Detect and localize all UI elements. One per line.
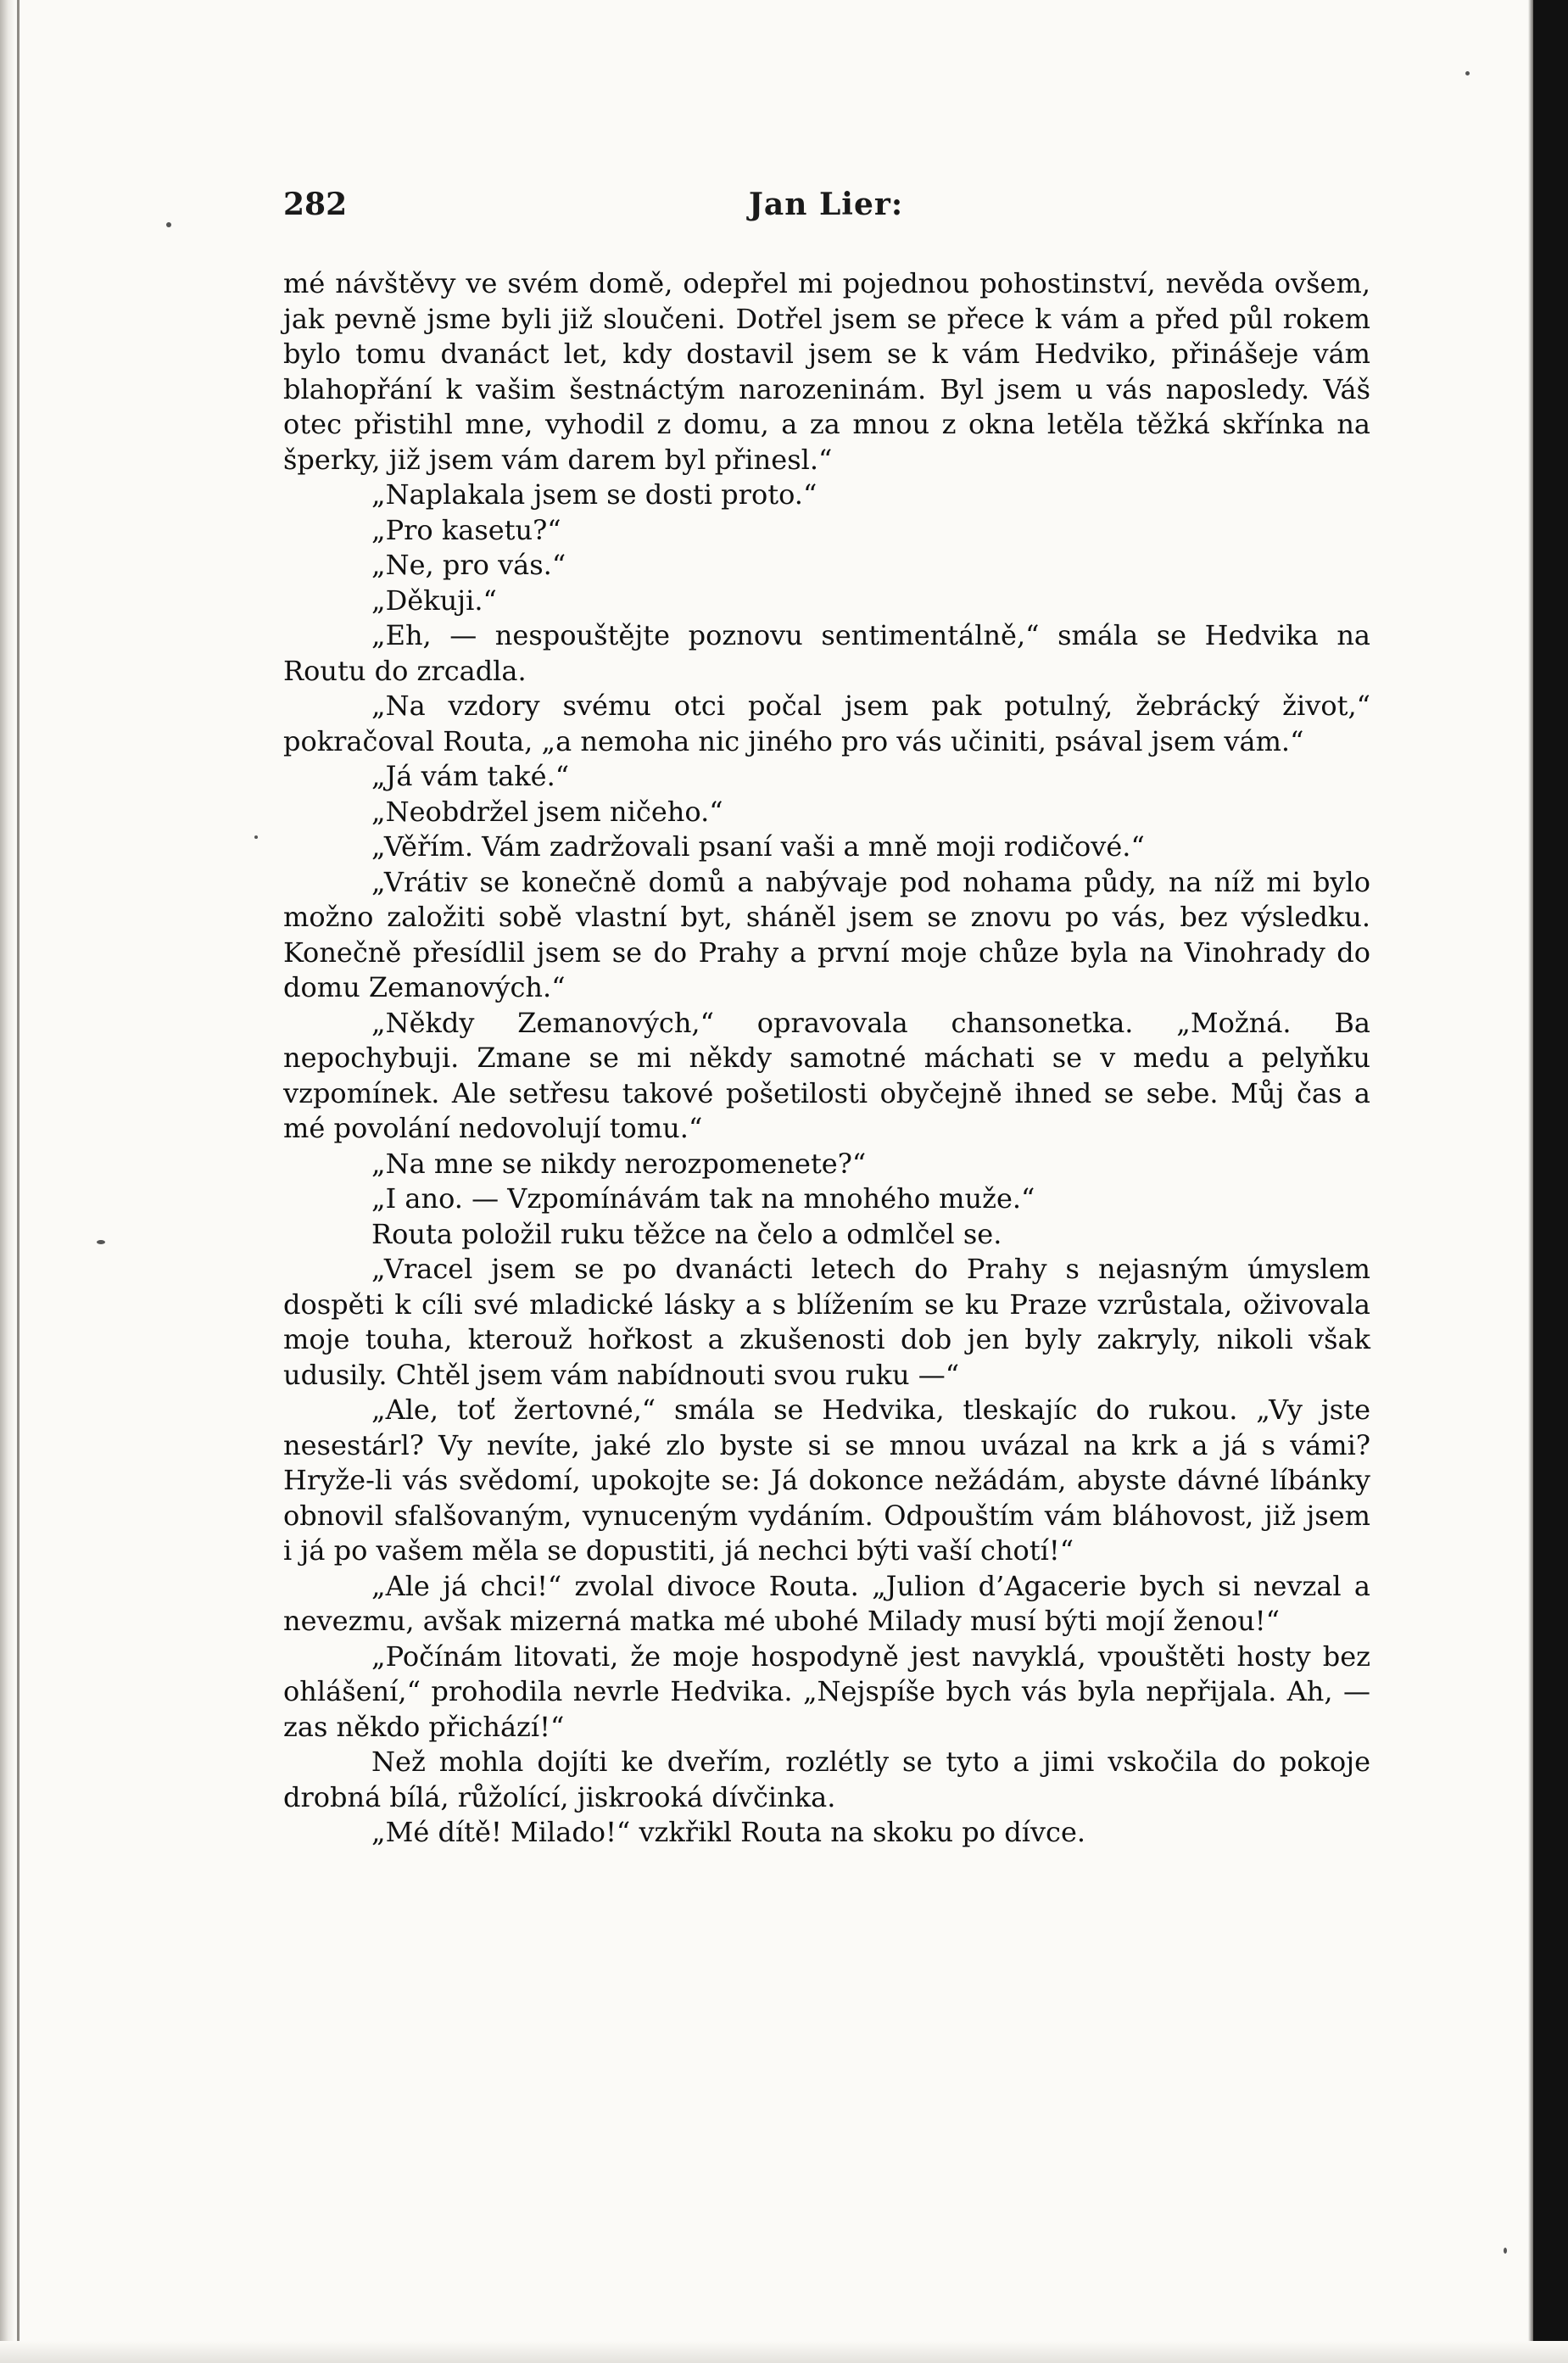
paragraph: „Vrátiv se konečně domů a nabývaje pod nohama půdy, na níž mi bylo možno založiti sobě vlastní byt, sháněl jsem se znovu po vás, bez výsledku. Konečně přesídlil jsem se do Prahy a první moje chůze byla na Vinohrady do domu Zemanových.“: [283, 865, 1370, 1003]
paragraph: „Ale já chci!“ zvolal divoce Routa. „Julion d’Agacerie bych si nevzal a nevezmu, avšak mizerná matka mé ubohé Milady musí býti mojí ženou!“: [283, 1569, 1370, 1637]
paragraph: „Mé dítě! Milado!“ vzkřikl Routa na skoku po dívce.: [371, 1816, 1086, 1848]
page-left-edge-line: [17, 0, 20, 2363]
paragraph: „Vracel jsem se po dvanácti letech do Prahy s nejasným úmyslem dospěti k cíli své mladické lásky a s blížením se ku Praze vzrůstala, oživovala moje touha, kterouž hořkost a zkušenosti dob jen byly zakryly, nikoli však udusily. Chtěl jsem vám nabídnouti svou ruku —“: [283, 1253, 1370, 1391]
paragraph: mé návštěvy ve svém domě, odepřel mi pojednou pohostinství, nevěda ovšem, jak pevně jsme byli již sloučeni. Dotřel jsem se přece k vám a před půl rokem bylo tomu dvanáct let, kdy dostavil jsem se k vám Hedviko, přinášeje vám blahopřání k vašim šestnáctým narozeninám. Byl jsem u vás naposledy. Váš otec přistihl mne, vyhodil z domu, a za mnou z okna letěla těžká skřínka na šperky, již jsem vám darem byl přinesl.“: [283, 267, 1370, 476]
running-head: Jan Lier:: [748, 187, 904, 222]
paragraph: „Děkuji.“: [371, 584, 497, 617]
paragraph: „Počínám litovati, že moje hospodyně jest navyklá, vpouštěti hosty bez ohlášení,“ prohodila nevrle Hedvika. „Nejspíše bych vás byla nepřijala. Ah, — zas někdo přichází!“: [283, 1640, 1370, 1743]
paragraph: „Někdy Zemanových,“ opravovala chansonetka. „Možná. Ba nepochybuji. Zmane se mi někdy samotné máchati se v medu a pelyňku vzpomínek. Ale setřesu takové pošetilosti obyčejně ihned se sebe. Můj čas a mé povolání nedovolují tomu.“: [283, 1006, 1370, 1144]
scan-speck: [254, 835, 258, 839]
page-number: 282: [283, 187, 348, 222]
page-bottom-shadow: [0, 2341, 1568, 2363]
page-header: [283, 187, 1369, 234]
paragraph: „Neobdržel jsem ničeho.“: [371, 795, 723, 828]
scan-speck: [97, 1240, 105, 1244]
scan-speck: [1465, 71, 1470, 75]
body-text: [283, 266, 1370, 1851]
scan-speck: [1504, 2248, 1507, 2254]
paragraph: „Věřím. Vám zadržovali psaní vaši a mně moji rodičové.“: [371, 830, 1145, 863]
scan-right-border: [1533, 0, 1568, 2363]
paragraph: „I ano. — Vzpomínávám tak na mnohého muže.“: [371, 1182, 1035, 1215]
paragraph: „Na mne se nikdy nerozpomenete?“: [371, 1147, 867, 1180]
scan-speck: [166, 222, 171, 227]
paragraph: „Ne, pro vás.“: [371, 549, 566, 581]
paragraph: „Naplakala jsem se dosti proto.“: [371, 478, 817, 511]
paragraph: Než mohla dojíti ke dveřím, rozlétly se tyto a jimi vskočila do pokoje drobná bílá, růžolící, jiskrooká dívčinka.: [283, 1746, 1370, 1813]
paragraph: „Ale, toť žertovné,“ smála se Hedvika, tleskajíc do rukou. „Vy jste nesestárl? Vy nevíte, jaké zlo byste si se mnou uvázal na krk a já s vámi? Hryže-li vás svědomí, upokojte se: Já dokonce nežádám, abyste dávné líbánky obnovil sfalšovaným, vynuceným vydáním. Odpouštím vám bláhovost, již jsem i já po vašem měla se dopustiti, já nechci býti vaší chotí!“: [283, 1394, 1370, 1567]
paragraph: „Eh, — nespouštějte poznovu sentimentálně,“ smála se Hedvika na Routu do zrcadla.: [283, 619, 1370, 687]
paragraph: „Já vám také.“: [371, 760, 570, 792]
paragraph: „Pro kasetu?“: [371, 513, 561, 546]
paragraph: Routa položil ruku těžce na čelo a odmlčel se.: [371, 1217, 1002, 1250]
paragraph: „Na vzdory svému otci počal jsem pak potulný, žebrácký život,“ pokračoval Routa, „a nemoha nic jiného pro vás učiniti, psával jsem vám.“: [283, 690, 1370, 757]
page-gutter-shadow: [0, 0, 15, 2363]
